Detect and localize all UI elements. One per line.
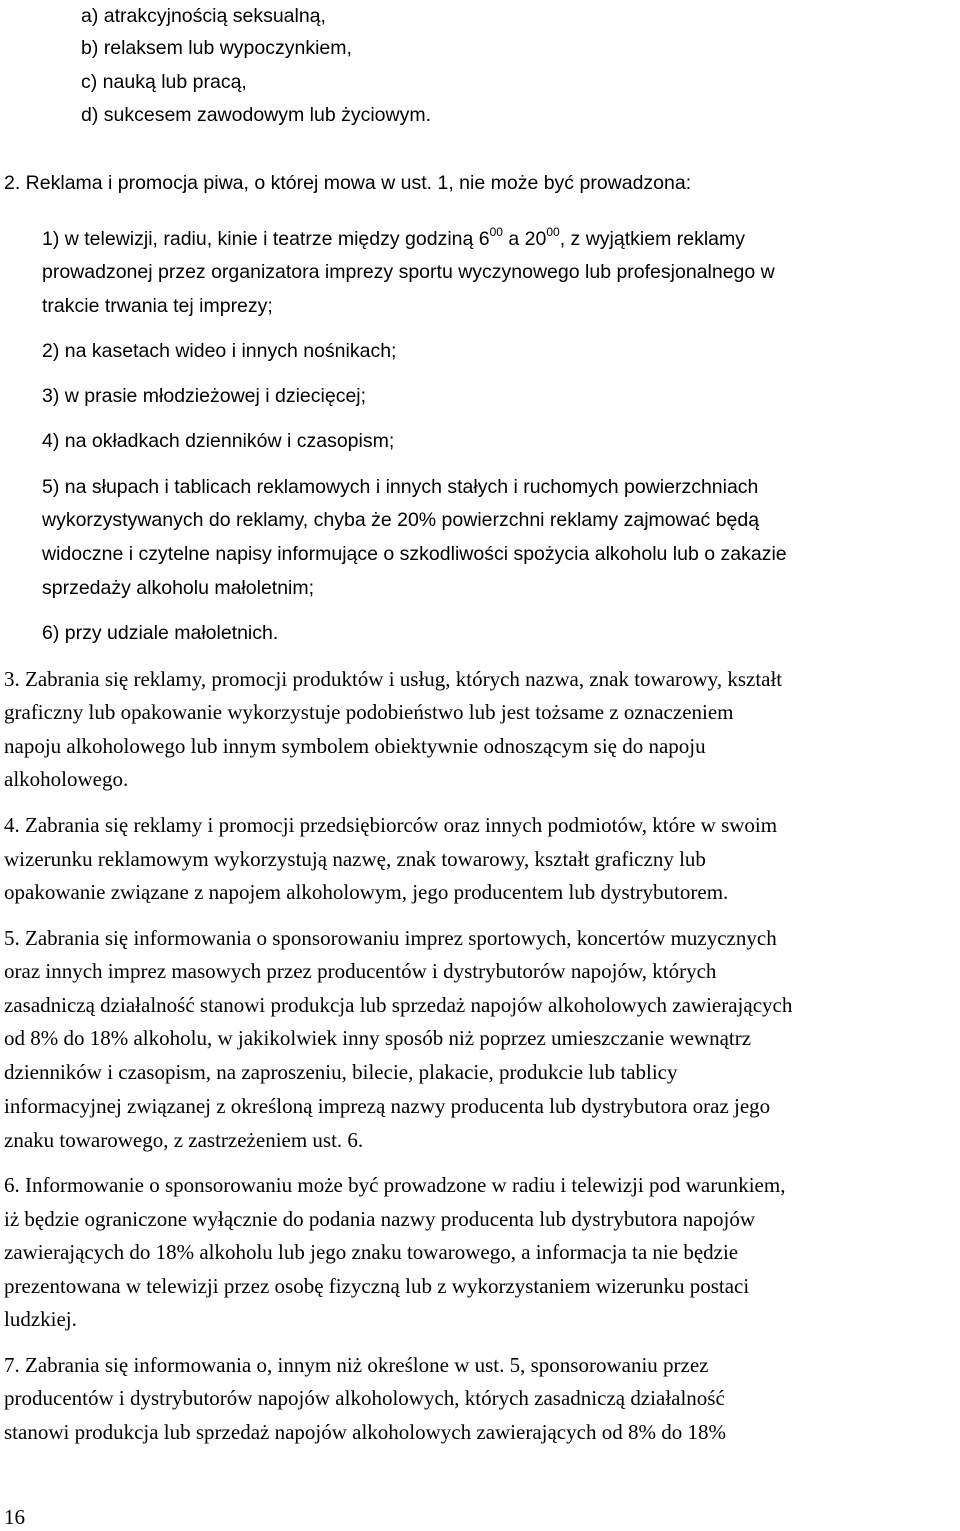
section-2-heading: 2. Reklama i promocja piwa, o której mowa w ust. 1, nie może być prowadzona: (4, 172, 692, 194)
section-2-item-6: 6) przy udziale małoletnich. (42, 622, 279, 644)
section-7-line-3: stanowi produkcja lub sprzedaż napojów alkoholowych zawierających od 8% do 18% (4, 1420, 726, 1444)
section-3-line-2: graficzny lub opakowanie wykorzystuje podobieństwo lub jest tożsame z oznaczeniem (4, 700, 734, 724)
section-2-item-5-line-3: widoczne i czytelne napisy informujące o szkodliwości spożycia alkoholu lub o zakazie (42, 543, 787, 565)
section-3-line-1: 3. Zabrania się reklamy, promocji produktów i usług, których nazwa, znak towarowy, kształt (4, 667, 783, 691)
list-item-b: b) relaksem lub wypoczynkiem, (81, 37, 352, 59)
section-5-line-2: oraz innych imprez masowych przez producentów i dystrybutorów napojów, których (4, 959, 717, 983)
section-6-line-1: 6. Informowanie o sponsorowaniu może być prowadzone w radiu i telewizji pod warunkiem, (4, 1173, 786, 1197)
section-5-line-1: 5. Zabrania się informowania o sponsorowaniu imprez sportowych, koncertów muzycznych (4, 926, 777, 950)
list-item-c: c) nauką lub pracą, (81, 71, 247, 93)
section-2-item-5-line-4: sprzedaży alkoholu małoletnim; (42, 577, 315, 599)
section-3-line-4: alkoholowego. (4, 767, 129, 791)
list-item-d: d) sukcesem zawodowym lub życiowym. (81, 104, 432, 126)
section-6-line-2: iż będzie ograniczone wyłącznie do podania nazwy producenta lub dystrybutora napojów (4, 1207, 756, 1231)
section-2-item-1-line-2: prowadzonej przez organizatora imprezy sportu wyczynowego lub profesjonalnego w (42, 261, 775, 283)
section-4-line-2: wizerunku reklamowym wykorzystują nazwę, znak towarowy, kształt graficzny lub (4, 847, 706, 871)
section-5-line-4: od 8% do 18% alkoholu, w jakikolwiek inny sposób niż poprzez umieszczanie wewnątrz (4, 1026, 752, 1050)
section-5-line-5: dzienników i czasopism, na zaproszeniu, bilecie, plakacie, produkcie lub tablicy (4, 1060, 678, 1084)
section-5-line-6: informacyjnej związanej z określoną imprezą nazwy producenta lub dystrybutora oraz jego (4, 1094, 771, 1118)
section-2-item-4: 4) na okładkach dzienników i czasopism; (42, 430, 395, 452)
page-number: 16 (4, 1505, 25, 1529)
section-7-line-1: 7. Zabrania się informowania o, innym niż określone w ust. 5, sponsorowaniu przez (4, 1353, 709, 1377)
section-2-item-1-line-3: trakcie trwania tej imprezy; (42, 295, 273, 317)
section-2-item-3: 3) w prasie młodzieżowej i dziecięcej; (42, 385, 367, 407)
section-7-line-2: producentów i dystrybutorów napojów alkoholowych, których zasadniczą działalność (4, 1386, 725, 1410)
section-6-line-5: ludzkiej. (4, 1307, 77, 1331)
section-5-line-3: zasadniczą działalność stanowi produkcja lub sprzedaż napojów alkoholowych zawierających (4, 993, 793, 1017)
section-2-item-5-line-1: 5) na słupach i tablicach reklamowych i innych stałych i ruchomych powierzchniach (42, 476, 759, 498)
section-6-line-3: zawierających do 18% alkoholu lub jego znaku towarowego, a informacja ta nie będzie (4, 1240, 739, 1264)
section-6-line-4: prezentowana w telewizji przez osobę fizyczną lub z wykorzystaniem wizerunku postaci (4, 1274, 750, 1298)
section-2-item-2: 2) na kasetach wideo i innych nośnikach; (42, 340, 397, 362)
section-4-line-1: 4. Zabrania się reklamy i promocji przedsiębiorców oraz innych podmiotów, które w swoim (4, 813, 778, 837)
section-2-item-5-line-2: wykorzystywanych do reklamy, chyba że 20% powierzchni reklamy zajmować będą (42, 509, 760, 531)
section-2-item-1-line-1: 1) w telewizji, radiu, kinie i teatrze między godziną $6^{00}$ a $20^{00}$, z wyjątkiem reklamy (42, 225, 745, 250)
section-5-line-7: znaku towarowego, z zastrzeżeniem ust. 6. (4, 1128, 364, 1152)
list-item-a: a) atrakcyjnością seksualną, (81, 5, 326, 27)
section-3-line-3: napoju alkoholowego lub innym symbolem obiektywnie odnoszącym się do napoju (4, 734, 706, 758)
section-4-line-3: opakowanie związane z napojem alkoholowym, jego producentem lub dystrybutorem. (4, 880, 729, 904)
